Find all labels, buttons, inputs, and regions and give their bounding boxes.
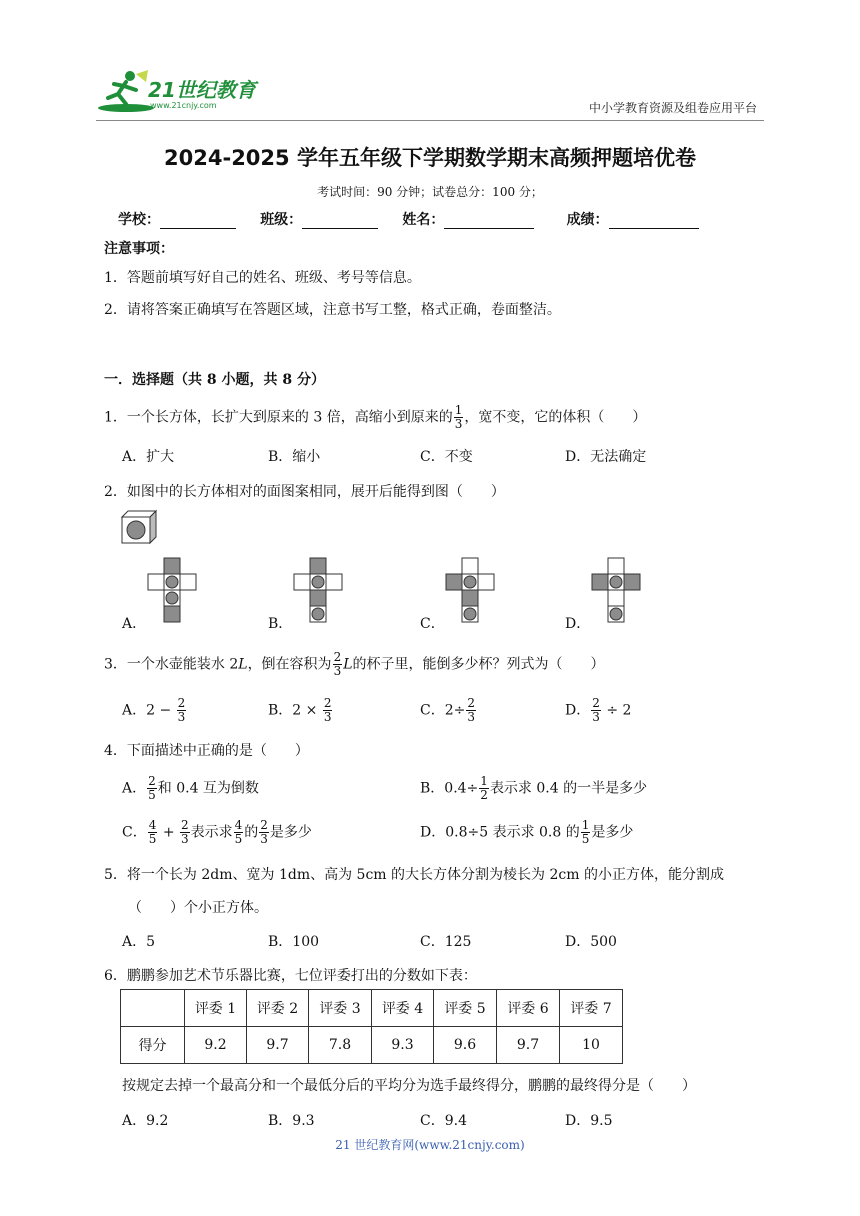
table-cell: 9.3 <box>372 1027 434 1064</box>
table-cell: 评委 7 <box>560 990 623 1027</box>
q3-option-c[interactable]: C．2÷ $\frac{2}{3}$ <box>420 696 475 724</box>
school-field[interactable] <box>160 214 236 229</box>
table-header-row <box>121 990 623 1027</box>
q6-option-d[interactable]: D．9.5 <box>565 1113 613 1129</box>
net-option-d[interactable] <box>592 558 642 626</box>
logo-text: 21世纪教育 <box>148 78 256 102</box>
table-cell: 9.7 <box>247 1027 309 1064</box>
table-cell: 评委 1 <box>185 990 247 1027</box>
table-cell: 7.8 <box>309 1027 372 1064</box>
fraction: $\frac{1}{3}$ <box>454 403 463 431</box>
footer-link[interactable]: 21 世纪教育网(www.21cnjy.com) <box>335 1138 525 1152</box>
q1-option-d[interactable]: D．无法确定 <box>565 449 647 465</box>
class-label: 班级： <box>260 212 303 228</box>
fraction: $\frac{2}{3}$ <box>333 650 342 678</box>
q5-option-d[interactable]: D．500 <box>565 934 617 950</box>
table-cell: 10 <box>560 1027 623 1064</box>
question-5-line2: （ ）个小正方体。 <box>128 900 268 916</box>
q5-option-a[interactable]: A．5 <box>122 934 156 950</box>
net-option-c[interactable] <box>446 558 496 626</box>
question-1-stem: 1．一个长方体，长扩大到原来的 3 倍，高缩小到原来的 $\frac{1}{3}$ ，宽不变，它的体积（ ） <box>104 403 647 431</box>
net-label-c: C． <box>420 616 445 632</box>
q5-option-c[interactable]: C．125 <box>420 934 472 950</box>
question-5-line1: 5．将一个长为 2dm、宽为 1dm、高为 5cm 的大长方体分割为棱长为 2cm 的小正方体，能分割成 <box>104 867 724 883</box>
q6-option-c[interactable]: C．9.4 <box>420 1113 467 1129</box>
header-divider <box>96 120 764 121</box>
question-6-followup: 按规定去掉一个最高分和一个最低分后的平均分为选手最终得分，鹏鹏的最终得分是（ ） <box>122 1078 696 1094</box>
page-title: 2024-2025 学年五年级下学期数学期末高频押题培优卷 <box>164 146 696 170</box>
net-label-a: A． <box>122 616 147 632</box>
logo-runner-icon <box>96 68 156 116</box>
net-label-d: D． <box>565 616 591 632</box>
table-row <box>121 1027 623 1064</box>
net-option-b[interactable] <box>294 558 344 626</box>
q3-option-d[interactable]: D． $\frac{2}{3}$ ÷ 2 <box>565 696 632 724</box>
q6-option-b[interactable]: B．9.3 <box>268 1113 315 1129</box>
q4-option-d[interactable]: D．0.8÷5 表示求 0.8 的 $\frac{1}{5}$ 是多少 <box>420 818 634 846</box>
question-4-stem: 4．下面描述中正确的是（ ） <box>104 743 309 759</box>
note-item: 2．请将答案正确填写在答题区域，注意书写工整，格式正确，卷面整洁。 <box>104 302 561 318</box>
platform-name: 中小学教育资源及组卷应用平台 <box>588 101 757 115</box>
exam-subtitle: 考试时间：90 分钟；试卷总分：100 分； <box>317 185 543 199</box>
table-cell: 评委 5 <box>434 990 497 1027</box>
table-cell: 9.7 <box>497 1027 560 1064</box>
score-table <box>120 989 623 1064</box>
info-row <box>118 209 699 229</box>
score-field[interactable] <box>609 214 699 229</box>
q3-option-a[interactable]: A．2 − $\frac{2}{3}$ <box>122 696 186 724</box>
school-label: 学校： <box>118 212 160 228</box>
table-cell: 得分 <box>121 1027 185 1064</box>
q4-option-a[interactable]: A． $\frac{2}{5}$ 和 0.4 互为倒数 <box>122 774 259 802</box>
net-label-b: B． <box>268 616 293 632</box>
table-cell: 评委 4 <box>372 990 434 1027</box>
cuboid-figure <box>120 509 160 545</box>
q3-option-b[interactable]: B．2 × $\frac{2}{3}$ <box>268 696 332 724</box>
table-cell: 9.6 <box>434 1027 497 1064</box>
q1-option-b[interactable]: B．缩小 <box>268 449 321 465</box>
q1-option-c[interactable]: C．不变 <box>420 449 473 465</box>
table-cell <box>121 990 185 1027</box>
name-label: 姓名： <box>402 212 445 228</box>
q1-option-a[interactable]: A．扩大 <box>122 449 175 465</box>
net-option-a[interactable] <box>148 558 198 626</box>
table-cell: 评委 3 <box>309 990 372 1027</box>
q6-option-a[interactable]: A．9.2 <box>122 1113 169 1129</box>
question-3-stem: 3．一个水壶能装水 2L，倒在容积为 $\frac{2}{3}$ L的杯子里，能倒多少杯？列式为（ ） <box>104 650 605 678</box>
notes-heading: 注意事项： <box>104 241 174 257</box>
score-label: 成绩： <box>566 212 609 228</box>
logo-url: www.21cnjy.com <box>150 101 217 110</box>
section-heading: 一．选择题（共 8 小题，共 8 分） <box>104 372 325 388</box>
name-field[interactable] <box>444 214 534 229</box>
question-2-stem: 2．如图中的长方体相对的面图案相同，展开后能得到图（ ） <box>104 484 505 500</box>
class-field[interactable] <box>302 214 378 229</box>
table-cell: 评委 2 <box>247 990 309 1027</box>
table-cell: 9.2 <box>185 1027 247 1064</box>
question-6-stem: 6．鹏鹏参加艺术节乐器比赛，七位评委打出的分数如下表： <box>104 968 477 984</box>
q5-option-b[interactable]: B．100 <box>268 934 320 950</box>
note-item: 1．答题前填写好自己的姓名、班级、考号等信息。 <box>104 270 421 286</box>
q4-option-c[interactable]: C． $\frac{4}{5}$ + $\frac{2}{3}$ 表示求 $\frac{4}{5}$ 的 $\frac{2}{3}$ 是多少 <box>122 818 312 846</box>
table-cell: 评委 6 <box>497 990 560 1027</box>
q4-option-b[interactable]: B．0.4÷ $\frac{1}{2}$ 表示求 0.4 的一半是多少 <box>420 774 648 802</box>
